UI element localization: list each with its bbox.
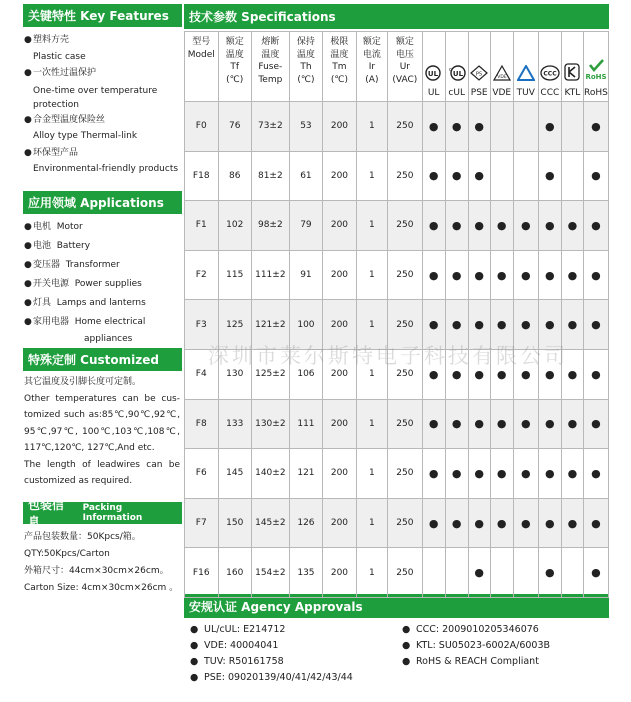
cell-cert-tuv: [513, 250, 538, 300]
approved-dot-icon: ●: [545, 169, 555, 183]
cell-fuse: 140±2: [252, 449, 290, 499]
cell-ir: 1: [356, 548, 387, 598]
cell-ur: 250: [388, 250, 423, 300]
approved-dot-icon: ●: [520, 417, 531, 431]
table-header-row: [185, 32, 609, 102]
approved-dot-icon: ●: [496, 466, 507, 480]
cell-cert-vde: [490, 250, 513, 300]
cell-model: F18: [185, 151, 219, 201]
col-pse: PS PSE: [468, 32, 490, 102]
list-item: ● UL/cUL: E214712: [190, 624, 286, 635]
cell-cert-ccc: [538, 399, 561, 449]
agency-approvals-header: 安规认证 Agency Approvals: [184, 594, 609, 618]
cell-fuse: 73±2: [252, 102, 290, 152]
approved-dot-icon: ●: [496, 268, 507, 282]
cell-fuse: 111±2: [252, 250, 290, 300]
cell-cert-ccc: [538, 548, 561, 598]
cell-cert-rohs: [583, 250, 608, 300]
cell-tm: 200: [323, 548, 357, 598]
applications-header: 应用领域 Applications: [23, 191, 182, 214]
cell-tm: 200: [323, 300, 357, 350]
approved-dot-icon: ●: [520, 318, 531, 332]
svg-text:UL: UL: [452, 69, 463, 78]
key-features-list: [24, 32, 182, 178]
cell-cert-ul: [422, 399, 445, 449]
cell-tm: 200: [323, 349, 357, 399]
cell-cert-ccc: [538, 102, 561, 152]
list-item-en-cont: appliances: [84, 334, 133, 344]
tuv-logo-icon: [517, 65, 535, 81]
approved-dot-icon: ●: [591, 367, 601, 381]
customized-header: 特殊定制 Customized: [23, 348, 182, 371]
approved-dot-icon: ●: [591, 318, 601, 332]
cell-cert-ul: [422, 102, 445, 152]
list-item: ● 环保型产品: [24, 147, 79, 158]
applications-list: [24, 218, 182, 346]
approved-dot-icon: ●: [567, 516, 578, 530]
cell-fuse: 81±2: [252, 151, 290, 201]
cell-cert-ktl: [561, 201, 583, 251]
cell-cert-cul: [445, 250, 468, 300]
cell-cert-ccc: [538, 201, 561, 251]
agency-list-left: [190, 622, 353, 686]
cell-cert-ktl: [561, 102, 583, 152]
cell-model: F7: [185, 498, 219, 548]
cell-cert-ul: [422, 201, 445, 251]
cell-cert-vde: [490, 399, 513, 449]
cell-ur: 250: [388, 102, 423, 152]
cell-tf: 133: [218, 399, 252, 449]
cell-cert-tuv: [513, 548, 538, 598]
approved-dot-icon: ●: [545, 318, 555, 332]
approved-dot-icon: ●: [545, 516, 555, 530]
approved-dot-icon: ●: [474, 218, 484, 232]
table-row: [185, 250, 609, 300]
list-item-en: Environmental-friendly products: [33, 164, 179, 174]
cell-cert-rohs: [583, 399, 608, 449]
cell-tf: 150: [218, 498, 252, 548]
cell-th: 100: [289, 300, 323, 350]
cell-cert-cul: [445, 449, 468, 499]
list-item: ● 一次性过温保护: [24, 68, 97, 78]
cell-cert-ccc: [538, 498, 561, 548]
col-ccc: CCC CCC: [538, 32, 561, 102]
cell-ur: 250: [388, 498, 423, 548]
cell-th: 61: [289, 151, 323, 201]
col-cul: UL c cUL: [445, 32, 468, 102]
list-item-en: Plastic case: [33, 51, 86, 62]
specifications-table: [184, 31, 609, 598]
approved-dot-icon: ●: [496, 318, 507, 332]
cell-th: 126: [289, 498, 323, 548]
cell-ir: 1: [356, 102, 387, 152]
cell-cert-rohs: [583, 102, 608, 152]
cell-cert-cul: [445, 151, 468, 201]
cell-tm: 200: [323, 498, 357, 548]
cell-cert-vde: [490, 449, 513, 499]
approved-dot-icon: ●: [545, 367, 555, 381]
packing-header-en: Packing Information: [82, 503, 143, 523]
cell-tm: 200: [323, 250, 357, 300]
approved-dot-icon: ●: [591, 268, 601, 282]
cell-cert-vde: [490, 201, 513, 251]
cell-cert-ccc: [538, 449, 561, 499]
approved-dot-icon: ●: [567, 367, 578, 381]
cell-cert-rohs: [583, 548, 608, 598]
svg-text:UL: UL: [427, 69, 438, 78]
cell-cert-rohs: [583, 201, 608, 251]
cell-cert-pse: [468, 201, 490, 251]
cell-cert-ktl: [561, 449, 583, 499]
cell-cert-rohs: [583, 151, 608, 201]
cell-model: F16: [185, 548, 219, 598]
cell-th: 135: [289, 548, 323, 598]
approved-dot-icon: ●: [428, 367, 439, 381]
approved-dot-icon: ●: [591, 516, 601, 530]
col-tuv: TUV: [513, 32, 538, 102]
approved-dot-icon: ●: [451, 218, 462, 232]
col-ur: 额定 电压 Ur (VAC): [388, 32, 423, 102]
approved-dot-icon: ●: [545, 218, 555, 232]
cell-ir: 1: [356, 300, 387, 350]
approved-dot-icon: ●: [428, 119, 439, 133]
table-row: [185, 102, 609, 152]
cul-logo-icon: [447, 65, 467, 81]
cell-ir: 1: [356, 151, 387, 201]
cell-tf: 160: [218, 548, 252, 598]
list-item: ● 塑料方壳: [24, 35, 70, 45]
cell-tm: 200: [323, 399, 357, 449]
col-model: 型号 Model: [185, 32, 219, 102]
svg-text:VDE: VDE: [497, 74, 507, 80]
cell-ir: 1: [356, 201, 387, 251]
cell-ur: 250: [388, 449, 423, 499]
cell-cert-ccc: [538, 250, 561, 300]
cell-model: F3: [185, 300, 219, 350]
cell-model: F2: [185, 250, 219, 300]
agency-list-right: [402, 622, 550, 670]
svg-text:CCC: CCC: [543, 70, 557, 77]
approved-dot-icon: ●: [474, 119, 484, 133]
cell-cert-ktl: [561, 151, 583, 201]
cell-ur: 250: [388, 300, 423, 350]
cell-cert-ktl: [561, 498, 583, 548]
cell-th: 79: [289, 201, 323, 251]
cell-ur: 250: [388, 201, 423, 251]
cell-cert-ktl: [561, 548, 583, 598]
packing-header-cn: 包装信息: [28, 498, 65, 529]
specifications-header: 技术参数 Specifications: [184, 4, 609, 29]
cell-ir: 1: [356, 349, 387, 399]
cell-tm: 200: [323, 201, 357, 251]
list-item: ● VDE: 40004041: [190, 640, 279, 651]
cell-ur: 250: [388, 349, 423, 399]
table-row: [185, 201, 609, 251]
cell-th: 106: [289, 349, 323, 399]
cell-cert-pse: [468, 399, 490, 449]
cell-cert-cul: [445, 201, 468, 251]
cell-fuse: 121±2: [252, 300, 290, 350]
table-row: [185, 151, 609, 201]
approved-dot-icon: ●: [591, 466, 601, 480]
cell-ur: 250: [388, 151, 423, 201]
cell-tm: 200: [323, 449, 357, 499]
cell-cert-cul: [445, 498, 468, 548]
cell-model: F1: [185, 201, 219, 251]
list-item: ● 开关电源 Power supplies: [24, 279, 142, 289]
cell-fuse: 130±2: [252, 399, 290, 449]
cell-cert-rohs: [583, 449, 608, 499]
cell-th: 91: [289, 250, 323, 300]
approved-dot-icon: ●: [591, 218, 601, 232]
approved-dot-icon: ●: [591, 119, 601, 133]
approved-dot-icon: ●: [567, 466, 578, 480]
cell-cert-ccc: [538, 151, 561, 201]
key-features-header: 关键特性 Key Features: [23, 4, 182, 27]
cell-tm: 200: [323, 151, 357, 201]
col-rohs: RoHS RoHS: [583, 32, 608, 102]
cell-model: F0: [185, 102, 219, 152]
cell-cert-rohs: [583, 349, 608, 399]
cell-cert-cul: [445, 548, 468, 598]
approved-dot-icon: ●: [567, 417, 578, 431]
cell-fuse: 154±2: [252, 548, 290, 598]
cell-cert-ul: [422, 250, 445, 300]
approved-dot-icon: ●: [474, 268, 484, 282]
packing-header: [23, 498, 182, 529]
cell-th: 53: [289, 102, 323, 152]
col-ir: 额定 电流 Ir (A): [356, 32, 387, 102]
cell-cert-rohs: [583, 300, 608, 350]
list-item: ● TUV: R50161758: [190, 656, 284, 667]
approved-dot-icon: ●: [474, 318, 484, 332]
cell-cert-vde: [490, 151, 513, 201]
packing-text: 产品包装数量：50Kpcs/箱。 QTY:50Kpcs/Carton 外箱尺寸：44cm×30cm×26cm。 Carton Size: 4cm×30cm×26cm 。: [24, 532, 179, 593]
approved-dot-icon: ●: [474, 417, 484, 431]
cell-cert-tuv: [513, 102, 538, 152]
approved-dot-icon: ●: [520, 516, 531, 530]
approved-dot-icon: ●: [428, 169, 439, 183]
ul-logo-icon: [425, 65, 443, 81]
list-item: ● RoHS & REACH Compliant: [402, 656, 539, 667]
approved-dot-icon: ●: [496, 516, 507, 530]
approved-dot-icon: ●: [428, 318, 439, 332]
cell-cert-ul: [422, 449, 445, 499]
approved-dot-icon: ●: [520, 218, 531, 232]
cell-cert-tuv: [513, 498, 538, 548]
cell-cert-cul: [445, 102, 468, 152]
approved-dot-icon: ●: [520, 367, 531, 381]
approved-dot-icon: ●: [567, 268, 578, 282]
pse-logo-icon: [470, 65, 488, 81]
cell-cert-pse: [468, 250, 490, 300]
approved-dot-icon: ●: [520, 466, 531, 480]
cell-tf: 86: [218, 151, 252, 201]
col-ktl: KTL: [561, 32, 583, 102]
list-item: ● 变压器 Transformer: [24, 260, 120, 270]
table-row: [185, 399, 609, 449]
cell-ir: 1: [356, 250, 387, 300]
approved-dot-icon: ●: [545, 466, 555, 480]
approved-dot-icon: ●: [474, 169, 484, 183]
approved-dot-icon: ●: [496, 367, 507, 381]
cell-tf: 130: [218, 349, 252, 399]
cell-cert-vde: [490, 548, 513, 598]
cell-fuse: 125±2: [252, 349, 290, 399]
approved-dot-icon: ●: [496, 218, 507, 232]
approved-dot-icon: ●: [451, 516, 462, 530]
watermark: 深圳市莱尔斯特电子科技有限公司: [208, 344, 568, 368]
cell-model: F6: [185, 449, 219, 499]
approved-dot-icon: ●: [545, 119, 555, 133]
cell-cert-pse: [468, 498, 490, 548]
ktl-logo-icon: [564, 63, 580, 81]
cell-cert-ul: [422, 151, 445, 201]
cell-cert-tuv: [513, 449, 538, 499]
approved-dot-icon: ●: [567, 318, 578, 332]
approved-dot-icon: ●: [451, 367, 462, 381]
list-item: ● 灯具 Lamps and lanterns: [24, 298, 146, 308]
cell-model: F8: [185, 399, 219, 449]
table-row: [185, 548, 609, 598]
approved-dot-icon: ●: [428, 516, 439, 530]
cell-tf: 115: [218, 250, 252, 300]
list-item: ● 家用电器 Home electrical: [24, 317, 146, 327]
list-item: ● 电池 Battery: [24, 241, 91, 251]
cell-tm: 200: [323, 102, 357, 152]
list-item-en: One-time over temperature protection: [33, 85, 158, 110]
cell-cert-pse: [468, 102, 490, 152]
cell-tf: 125: [218, 300, 252, 350]
table-row: [185, 498, 609, 548]
approved-dot-icon: ●: [474, 516, 484, 530]
rohs-logo-icon: [584, 59, 608, 81]
table-row: [185, 449, 609, 499]
list-item: ● KTL: SU05023-6002A/6003B: [402, 640, 551, 651]
svg-text:RoHS: RoHS: [585, 72, 607, 81]
col-vde: VDE VDE: [490, 32, 513, 102]
approved-dot-icon: ●: [428, 268, 439, 282]
approved-dot-icon: ●: [451, 169, 462, 183]
cell-fuse: 145±2: [252, 498, 290, 548]
cell-cert-tuv: [513, 399, 538, 449]
cell-cert-vde: [490, 102, 513, 152]
cell-cert-tuv: [513, 151, 538, 201]
svg-text:c: c: [448, 66, 452, 73]
approved-dot-icon: ●: [428, 466, 439, 480]
approved-dot-icon: ●: [545, 566, 555, 580]
approved-dot-icon: ●: [451, 318, 462, 332]
vde-logo-icon: [493, 65, 511, 81]
svg-text:PS: PS: [476, 71, 483, 77]
cell-cert-tuv: [513, 201, 538, 251]
approved-dot-icon: ●: [591, 566, 601, 580]
approved-dot-icon: ●: [428, 218, 439, 232]
col-fuse-temp: 熔断 温度 Fuse- Temp: [252, 32, 290, 102]
approved-dot-icon: ●: [591, 169, 601, 183]
customized-text: 其它温度及引脚长度可定制。 Other temperatures can be cus- tomized such as:85℃,90℃,92℃, 95℃,97℃, 100℃,103℃,108℃, 117℃,120℃, 127℃,And etc. The length of leadwires can be customized as required.: [24, 377, 180, 486]
list-item-en: Alloy type Thermal-link: [33, 131, 138, 141]
approved-dot-icon: ●: [567, 218, 578, 232]
cell-th: 121: [289, 449, 323, 499]
col-ul: UL UL: [422, 32, 445, 102]
list-item: ● 合金型温度保险丝: [24, 114, 106, 125]
cell-cert-ktl: [561, 399, 583, 449]
approved-dot-icon: ●: [428, 417, 439, 431]
approved-dot-icon: ●: [451, 119, 462, 133]
cell-tf: 76: [218, 102, 252, 152]
cell-cert-vde: [490, 498, 513, 548]
cell-ur: 250: [388, 399, 423, 449]
approved-dot-icon: ●: [545, 268, 555, 282]
cell-cert-rohs: [583, 498, 608, 548]
approved-dot-icon: ●: [451, 268, 462, 282]
approved-dot-icon: ●: [545, 417, 555, 431]
list-item: ● PSE: 09020139/40/41/42/43/44: [190, 672, 353, 683]
cell-ir: 1: [356, 399, 387, 449]
col-th: 保持 温度 Th (℃): [289, 32, 323, 102]
approved-dot-icon: ●: [474, 466, 484, 480]
approved-dot-icon: ●: [496, 417, 507, 431]
cell-ir: 1: [356, 449, 387, 499]
cell-tf: 145: [218, 449, 252, 499]
approved-dot-icon: ●: [520, 268, 531, 282]
cell-cert-pse: [468, 151, 490, 201]
approved-dot-icon: ●: [474, 367, 484, 381]
cell-model: F4: [185, 349, 219, 399]
col-tf: 额定 温度 Tf (℃): [218, 32, 252, 102]
cell-th: 111: [289, 399, 323, 449]
list-item: ● CCC: 2009010205346076: [402, 624, 539, 635]
approved-dot-icon: ●: [451, 466, 462, 480]
cell-ur: 250: [388, 548, 423, 598]
cell-cert-ktl: [561, 250, 583, 300]
cell-cert-ul: [422, 498, 445, 548]
cell-cert-pse: [468, 548, 490, 598]
cell-cert-ul: [422, 548, 445, 598]
list-item: ● 电机 Motor: [24, 222, 83, 232]
cell-ir: 1: [356, 498, 387, 548]
cell-fuse: 98±2: [252, 201, 290, 251]
ccc-logo-icon: [540, 65, 560, 81]
approved-dot-icon: ●: [451, 417, 462, 431]
approved-dot-icon: ●: [474, 566, 484, 580]
cell-tf: 102: [218, 201, 252, 251]
cell-cert-pse: [468, 449, 490, 499]
cell-cert-cul: [445, 399, 468, 449]
col-tm: 极限 温度 Tm (℃): [323, 32, 357, 102]
approved-dot-icon: ●: [591, 417, 601, 431]
